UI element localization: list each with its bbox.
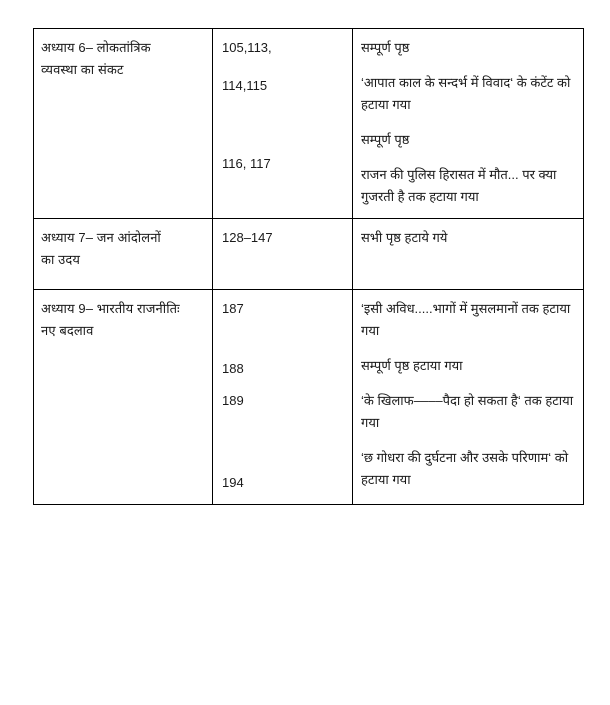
chapter-title-line: नए बदलाव	[41, 323, 94, 338]
detail-text: सम्पूर्ण पृष्ठ हटाया गया	[361, 358, 463, 373]
pages-cell	[213, 290, 353, 505]
page-number: 194	[222, 475, 244, 490]
page-number: 188	[222, 361, 244, 376]
page-number: 187	[222, 301, 244, 316]
detail-text: सभी पृष्ठ हटाये गये	[361, 230, 448, 245]
page-number: 116, 117	[222, 156, 271, 171]
syllabus-deletion-table	[33, 28, 584, 505]
page-number: 189	[222, 393, 244, 408]
detail-text: ‘आपात काल के सन्दर्भ में विवाद‘ के कंटेंट को हटाया गया	[361, 75, 571, 112]
pages-cell	[213, 29, 353, 219]
chapter-title-line: अध्याय 9– भारतीय राजनीतिः	[41, 301, 180, 316]
detail-text: सम्पूर्ण पृष्ठ	[361, 40, 410, 55]
detail-text: सम्पूर्ण पृष्ठ	[361, 132, 410, 147]
chapter-title-line: का उदय	[41, 252, 81, 267]
chapter-cell	[34, 290, 213, 505]
chapter-cell	[34, 29, 213, 219]
pages-cell	[213, 219, 353, 290]
table-row	[34, 29, 584, 219]
detail-text: राजन की पुलिस हिरासत में मौत... पर क्या गुजरती है तक हटाया गया	[361, 167, 557, 204]
table-row	[34, 219, 584, 290]
detail-text: ‘के खिलाफ––––पैदा हो सकता है‘ तक हटाया गया	[361, 393, 574, 430]
detail-cell	[353, 290, 584, 505]
chapter-cell	[34, 219, 213, 290]
detail-cell	[353, 219, 584, 290]
chapter-title-line: अध्याय 6– लोकतांत्रिक	[41, 40, 151, 55]
detail-cell	[353, 29, 584, 219]
chapter-title-line: अध्याय 7– जन आंदोलनों	[41, 230, 161, 245]
chapter-title-line: व्यवस्था का संकट	[41, 62, 124, 77]
table-row	[34, 290, 584, 505]
detail-text: ‘छ गोधरा की दुर्घटना और उसके परिणाम‘ को हटाया गया	[361, 450, 569, 487]
detail-text: ‘इसी अविध.....भागों में मुसलमानों तक हटाया गया	[361, 301, 571, 338]
page-number: 114,115	[222, 78, 268, 93]
page-number: 128–147	[222, 230, 273, 245]
page-number: 105,113,	[222, 40, 272, 55]
